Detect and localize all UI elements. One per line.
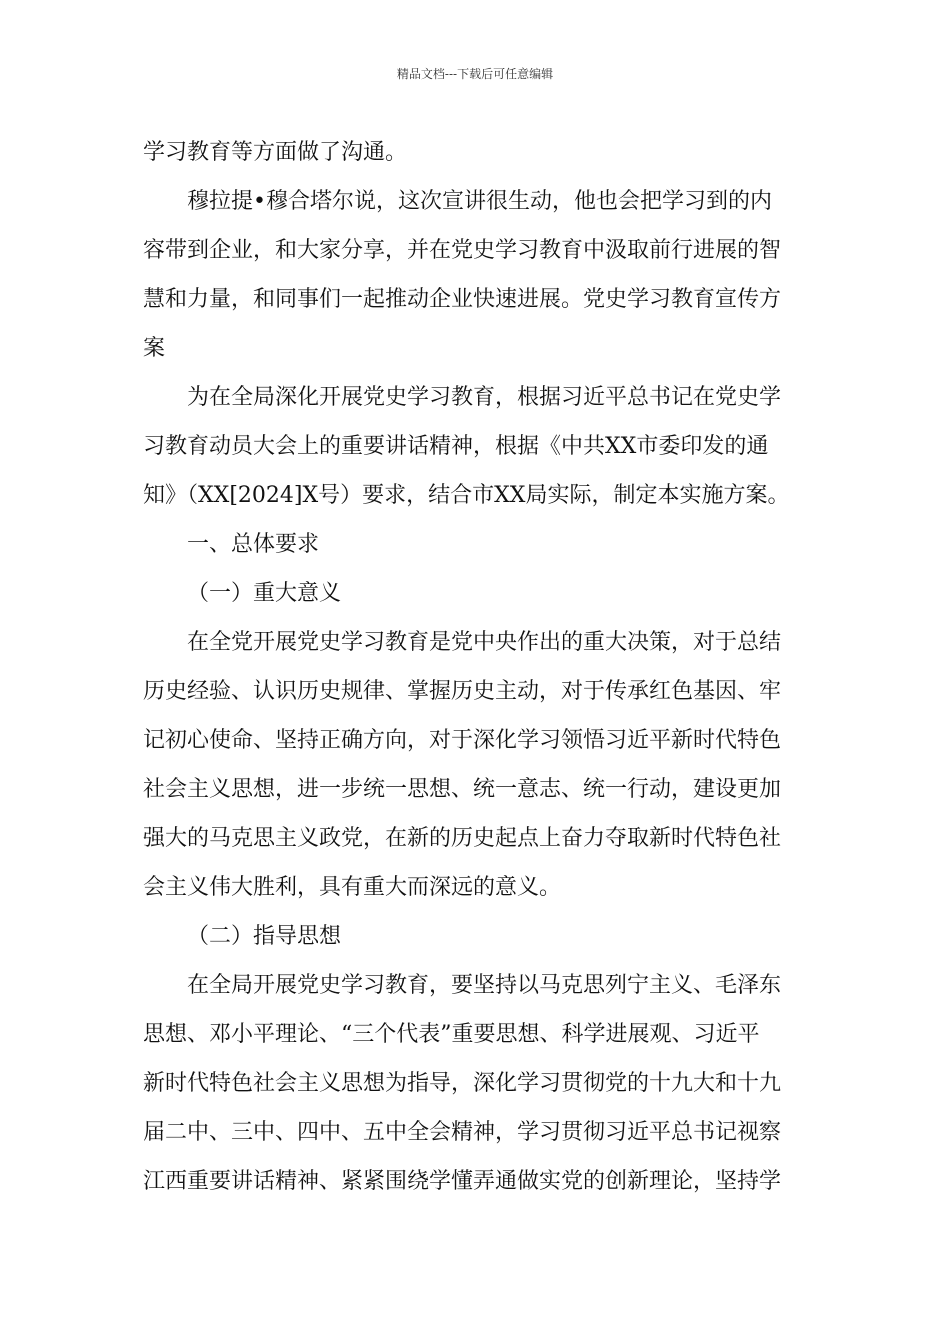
text-line: 习教育动员大会上的重要讲话精神，根据《中共XX市委印发的通 bbox=[143, 434, 769, 459]
text-line: 新时代特色社会主义思想为指导，深化学习贯彻党的十九大和十九 bbox=[143, 1071, 782, 1096]
text-line: 知》（XX[2024]X号）要求，结合市XX局实际，制定本实施方案。 bbox=[143, 483, 790, 508]
text-line: 为在全局深化开展党史学习教育，根据习近平总书记在党史学 bbox=[187, 385, 782, 410]
text-line: 江西重要讲话精神、紧紧围绕学懂弄通做实党的创新理论，坚持学 bbox=[143, 1169, 782, 1194]
text-line: 思想、邓小平理论、“三个代表”重要思想、科学进展观、习近平 bbox=[143, 1022, 760, 1047]
text-line: 穆拉提•穆合塔尔说，这次宣讲很生动，他也会把学习到的内 bbox=[187, 189, 772, 214]
section-heading: 一、总体要求 bbox=[187, 532, 320, 557]
subsection-heading: （一）重大意义 bbox=[187, 581, 342, 606]
document-body bbox=[143, 128, 807, 1206]
text-line: 在全局开展党史学习教育，要坚持以马克思列宁主义、毛泽东 bbox=[187, 973, 782, 998]
text-line: 在全党开展党史学习教育是党中央作出的重大决策，对于总结 bbox=[187, 630, 782, 655]
text-line: 历史经验、认识历史规律、掌握历史主动，对于传承红色基因、牢 bbox=[143, 679, 782, 704]
text-line: 学习教育等方面做了沟通。 bbox=[143, 140, 408, 165]
subsection-heading: （二）指导思想 bbox=[187, 924, 342, 949]
text-line: 慧和力量，和同事们一起推动企业快速进展。党史学习教育宣传方 bbox=[143, 287, 782, 312]
page-header: 精品文档---下载后可任意编辑 bbox=[396, 67, 554, 81]
text-line: 强大的马克思主义政党，在新的历史起点上奋力夺取新时代特色社 bbox=[143, 826, 782, 851]
text-line: 届二中、三中、四中、五中全会精神，学习贯彻习近平总书记视察 bbox=[143, 1120, 782, 1145]
text-line: 社会主义思想，进一步统一思想、统一意志、统一行动，建设更加 bbox=[143, 777, 782, 802]
text-line: 案 bbox=[143, 336, 166, 361]
text-line: 记初心使命、坚持正确方向，对于深化学习领悟习近平新时代特色 bbox=[143, 728, 782, 753]
text-line: 容带到企业，和大家分享，并在党史学习教育中汲取前行进展的智 bbox=[143, 238, 782, 263]
text-line: 会主义伟大胜利，具有重大而深远的意义。 bbox=[143, 875, 562, 900]
